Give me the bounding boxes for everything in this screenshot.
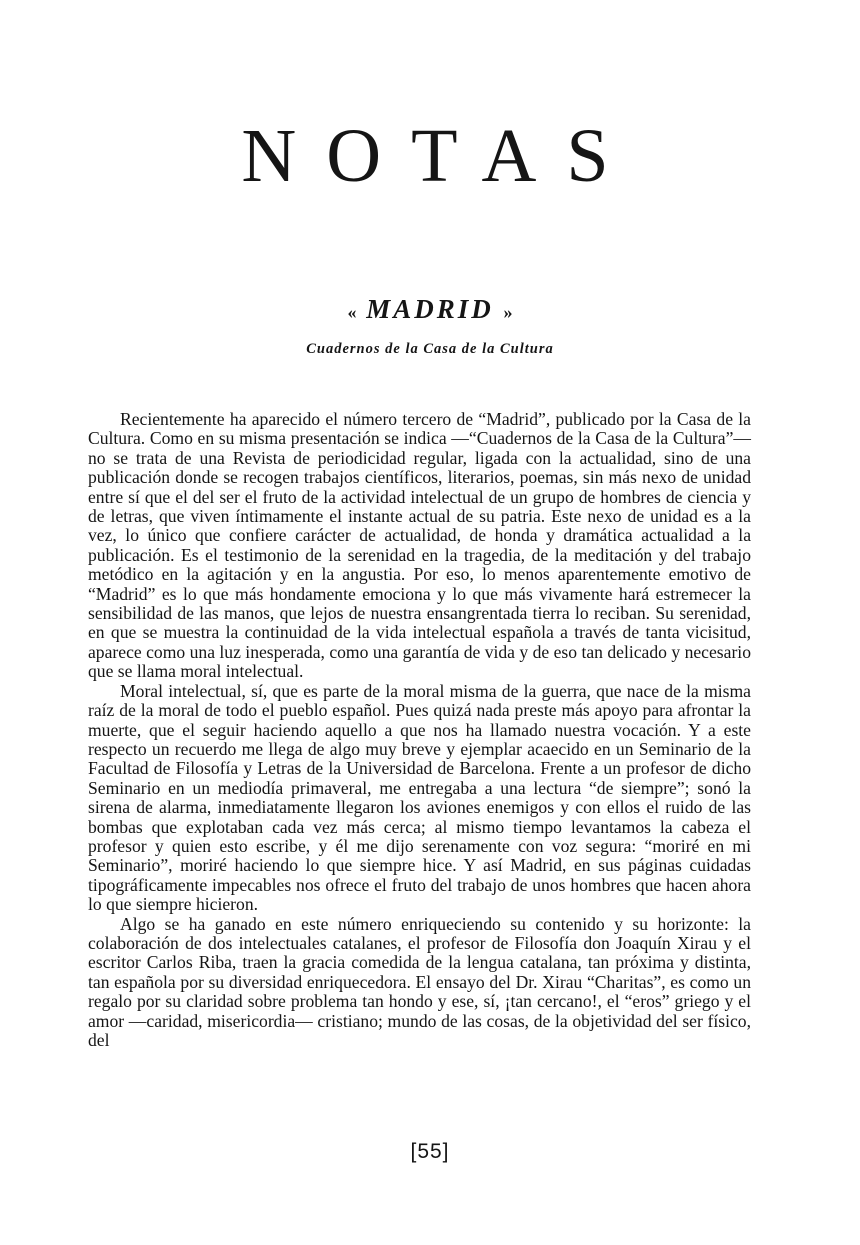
paragraph: Recientemente ha aparecido el número tercero de “Madrid”, publicado por la Casa de la Cultura. Como en su misma presentación se indica —“Cuadernos de la Casa de la Cultura”— no se trata de una Revista de periodicidad regular, ligada con la actualidad, sino de una publicación donde se recogen trabajos científicos, literarios, poemas, sin más nexo de unidad entre sí que el del ser el fruto de la actividad intelectual de un grupo de hombres de ciencia y de letras, que viven íntimamente el instante actual de su patria. Este nexo de unidad es a la vez, lo único que confiere carácter de actualidad, de honda y dramática actualidad a la publicación. Es el testimonio de la serenidad en la tragedia, de la meditación y del trabajo metódico en la agitación y en la angustia. Por eso, lo menos aparentemente emotivo de “Madrid” es lo que más hondamente emociona y lo que más vivamente hará estremecer la sensibilidad de las manos, que lejos de nuestra ensangrentada tierra lo reciban. Su serenidad, en que se muestra la continuidad de la vida intelectual española a través de tanta vicisitud, aparece como una luz inesperada, como una garantía de vida y de eso tan delicado y necesario que se llama moral intelectual. <box>88 409 751 682</box>
open-quote: « <box>347 302 357 322</box>
close-quote: » <box>503 302 513 322</box>
article-body <box>88 410 751 1050</box>
article-title: MADRID <box>366 294 494 324</box>
article-title-line <box>0 296 860 323</box>
paragraph: Algo se ha ganado en este número enriqueciendo su contenido y su horizonte: la colaboración de dos intelectuales catalanes, el profesor de Filosofía don Joaquín Xirau y el escritor Carlos Riba, traen la gracia comedida de la lengua catalana, tan próxima y distinta, tan española por su diversidad enriquecedora. El ensayo del Dr. Xirau “Charitas”, es como un regalo por su claridad sobre problema tan hondo y ese, sí, ¡tan cercano!, el “eros” griego y el amor —caridad, misericordia— cristiano; mundo de las cosas, de la objetividad del ser físico, del <box>88 913 751 1050</box>
paragraph: Moral intelectual, sí, que es parte de la moral misma de la guerra, que nace de la misma raíz de la moral de todo el pueblo español. Pues quizá nada preste más apoyo para afrontar la muerte, que el seguir haciendo aquello a que nos ha llamado nuestra vocación. Y a este respecto un recuerdo me llega de algo muy breve y ejemplar acaecido en un Seminario de la Facultad de Filosofía y Letras de la Universidad de Barcelona. Frente a un profesor de dicho Seminario en un mediodía primaveral, me entregaba a una lectura “de siempre”; sonó la sirena de alarma, inmediatamente llegaron los aviones enemigos y con ellos el ruido de las bombas que explotaban cada vez más cerca; al mismo tiempo levantamos la cabeza el profesor y quien esto escribe, y él me dijo serenamente con voz segura: “moriré en mi Seminario”, moriré haciendo lo que siempre hice. Y así Madrid, en sus páginas cuidadas tipográficamente impecables nos ofrece el fruto del trabajo de unos hombres que hacen ahora lo que siempre hicieron. <box>88 680 751 915</box>
article-subtitle: Cuadernos de la Casa de la Cultura <box>306 341 554 357</box>
page-number: [55] <box>410 1140 450 1163</box>
section-title: NOTAS <box>241 114 639 198</box>
